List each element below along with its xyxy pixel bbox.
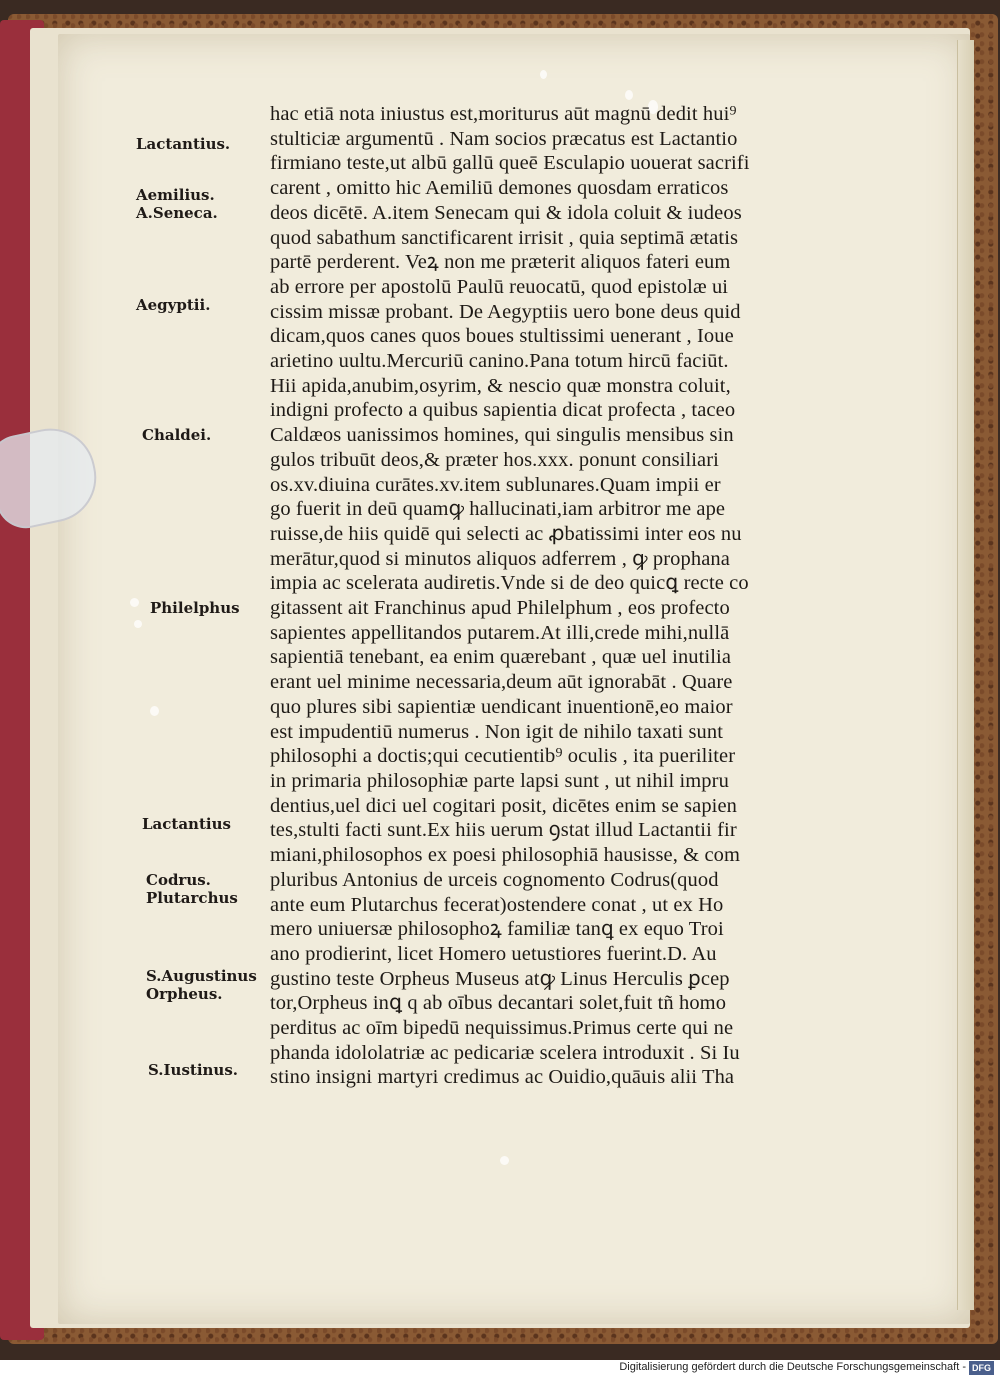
margin-note: Plutarchus (146, 889, 238, 907)
text-line: tor,Orpheus inꝗ q ab oībus decantari solet,fuit tñ homo (270, 992, 727, 1015)
text-line: indigni profecto a quibus sapientia dicat profecta , taceo (270, 399, 736, 422)
text-line: in primaria philosophiæ parte lapsi sunt , ut nihil impru (270, 769, 729, 792)
dfg-logo: DFG (969, 1361, 994, 1375)
text-line: pluribus Antonius de urceis cognomento Codrus(quod (270, 868, 719, 891)
main-text (270, 102, 870, 1090)
margin-note: Lactantius (142, 815, 231, 833)
text-line: mero uniuersæ philosophoꝝ familiæ tanꝗ ex equo Troi (270, 918, 724, 941)
worm-hole (540, 70, 547, 79)
text-line: erant uel minime necessaria,deum aūt ignorabāt . Quare (270, 671, 733, 694)
page-fold (957, 40, 974, 1310)
text-line: perditus ac oīm bipedū nequissimus.Primus certe qui ne (270, 1017, 734, 1040)
text-line: miani,philosophos ex poesi philosophiā hausisse, & com (270, 844, 741, 867)
text-line: deos dicētē. A.item Senecam qui & idola coluit & iudeos (270, 201, 742, 224)
worm-hole (500, 1156, 509, 1165)
text-line: philosophi a doctis;qui cecutientib⁹ oculis , ita pueriliter (270, 745, 736, 768)
text-line: ab errore per apostolū Paulū reuocatū, quod epistolæ ui (270, 275, 729, 298)
text-line: tes,stulti facti sunt.Ex hiis uerum ꝯstat illud Lactantii fir (270, 819, 737, 842)
text-line: merātur,quod si minutos aliquos adferrem , ꝙ prophana (270, 547, 730, 570)
text-line: arietino uultu.Mercuriū canino.Pana totum hircū faciūt. (270, 350, 729, 373)
margin-note: S.Augustinus (146, 967, 257, 985)
margin-note: Chaldei. (142, 426, 212, 444)
margin-note: Aemilius. (136, 186, 215, 204)
text-line: ano prodierint, licet Homero uetustiores fuerint.D. Au (270, 942, 717, 965)
text-line: gulos tribuūt deos,& præter hos.xxx. ponunt consiliari (270, 448, 719, 471)
text-line: partē perderent. Veꝝ non me præterit aliquos fateri eum (270, 251, 731, 274)
text-line: sapientiā tenebant, ea enim quærebant , quæ uel inutilia (270, 646, 732, 669)
margin-note: S.Iustinus. (148, 1061, 238, 1079)
text-line: go fuerit in deū quamꝙ hallucinati,iam arbitror me ape (270, 498, 726, 521)
margin-note: Lactantius. (136, 135, 231, 153)
text-line: carent , omitto hic Aemiliū demones quosdam erraticos (270, 177, 729, 200)
text-line: gustino teste Orpheus Museus atꝙ Linus Herculis ꝑcep (270, 967, 730, 990)
margin-note: Aegyptii. (136, 296, 211, 314)
worm-hole (130, 598, 139, 607)
text-line: est impudentiū numerus . Non igit de nihilo taxati sunt (270, 720, 724, 743)
text-line: cissim missæ probant. De Aegyptiis uero bone deus quid (270, 300, 741, 323)
text-line: phanda idololatriæ ac pedicariæ scelera introduxit . Si Iu (270, 1041, 740, 1064)
text-line: dicam,quos canes quos boues stultissimi uenerant , Ioue (270, 325, 734, 348)
text-line: impia ac scelerata audiretis.Vnde si de deo quicꝗ recte co (270, 572, 749, 595)
margin-note: A.Seneca. (136, 204, 218, 222)
text-line: firmiano teste,ut albū gallū queē Esculapio uouerat sacrifi (270, 152, 750, 175)
text-line: Hii apida,anubim,osyrim, & nescio quæ monstra coluit, (270, 374, 731, 397)
margin-note: Codrus. (146, 871, 211, 889)
worm-hole (134, 620, 142, 628)
margin-note: Philelphus (150, 599, 240, 617)
margin-note: Orpheus. (146, 985, 223, 1003)
text-line: hac etiā nota iniustus est,moriturus aūt magnū dedit hui⁹ (270, 103, 737, 125)
text-line: ante eum Plutarchus fecerat)ostendere conat , ut ex Ho (270, 893, 724, 916)
digitization-credit: Digitalisierung gefördert durch die Deutsche Forschungsgemeinschaft - (619, 1361, 966, 1373)
worm-hole (150, 706, 159, 716)
text-line: stulticiæ argumentū . Nam socios præcatus est Lactantio (270, 127, 738, 150)
text-line: ruisse,de hiis quidē qui selecti ac ꝓbatissimi inter eos nu (270, 522, 742, 545)
text-line: Caldæos uanissimos homines, qui singulis mensibus sin (270, 424, 734, 447)
text-line: gitassent ait Franchinus apud Philelphum , eos profecto (270, 597, 730, 620)
text-line: dentius,uel dici uel cogitari posit, dicētes enim se sapien (270, 794, 738, 817)
text-line: sapientes appellitandos putarem.At illi,crede mihi,nullā (270, 621, 730, 644)
text-line: os.xv.diuina curātes.xv.item sublunares.Quam impii er (270, 473, 721, 496)
text-line: quo plures sibi sapientiæ uendicant inuentionē,eo maior (270, 695, 733, 718)
text-line: stino insigni martyri credimus ac Ouidio,quāuis alii Tha (270, 1066, 735, 1089)
worm-hole (625, 90, 633, 100)
text-line: quod sabathum sanctificarent irrisit , quia septimā ætatis (270, 226, 739, 249)
